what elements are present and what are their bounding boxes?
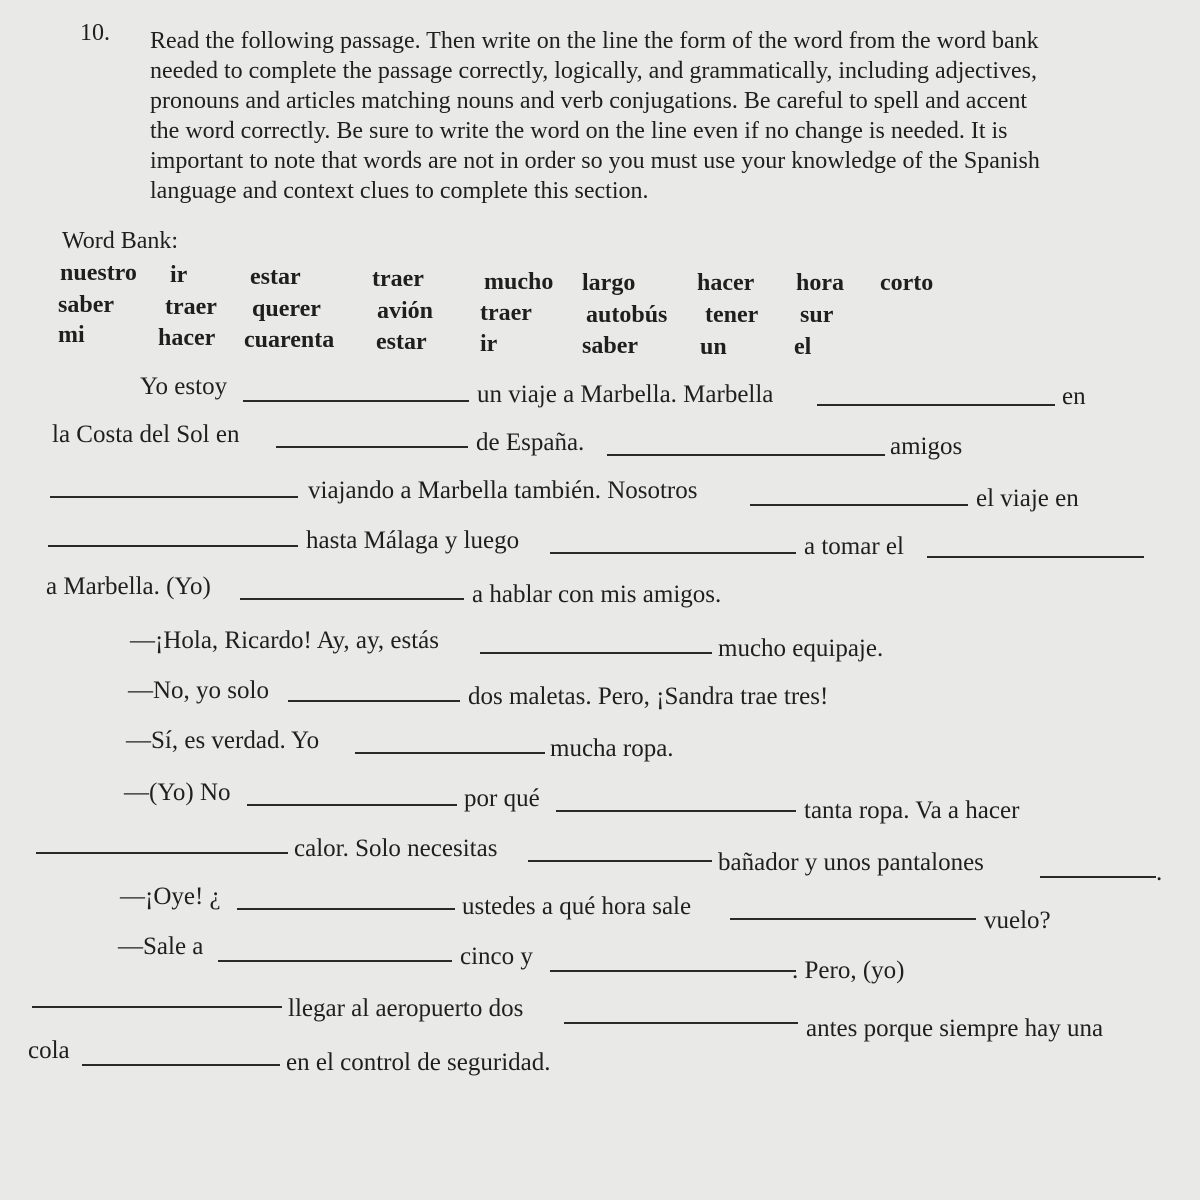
passage-text: vuelo? (984, 907, 1051, 934)
word-bank-word: mi (58, 322, 85, 348)
passage-text: en (1062, 383, 1086, 410)
answer-blank[interactable] (82, 1064, 280, 1066)
word-bank-word: hacer (158, 325, 216, 351)
word-bank-word: largo (582, 270, 636, 296)
passage-text: —¡Oye! ¿ (120, 883, 221, 910)
word-bank-word: ir (480, 331, 498, 357)
answer-blank[interactable] (550, 970, 796, 972)
answer-blank[interactable] (817, 404, 1055, 406)
word-bank-title: Word Bank: (62, 228, 179, 254)
word-bank-word: traer (372, 266, 424, 292)
word-bank-word: el (794, 334, 812, 360)
answer-blank[interactable] (564, 1022, 798, 1024)
word-bank-word: avión (377, 298, 434, 324)
passage-text: un viaje a Marbella. Marbella (477, 381, 774, 408)
word-bank-word: hora (796, 270, 844, 296)
word-bank-word: mucho (484, 269, 554, 295)
passage-text: a Marbella. (Yo) (46, 573, 211, 600)
passage-text: la Costa del Sol en (52, 421, 240, 448)
answer-blank[interactable] (1040, 876, 1156, 878)
answer-blank[interactable] (355, 752, 545, 754)
word-bank-word: tener (705, 302, 759, 328)
answer-blank[interactable] (730, 918, 976, 920)
word-bank-word: cuarenta (244, 327, 335, 353)
answer-blank[interactable] (528, 860, 712, 862)
answer-blank[interactable] (480, 652, 712, 654)
passage-text: mucho equipaje. (718, 635, 884, 662)
word-bank-word: saber (58, 292, 114, 318)
word-bank-word: autobús (586, 302, 668, 328)
answer-blank[interactable] (218, 960, 452, 962)
passage-text: mucha ropa. (550, 735, 674, 762)
answer-blank[interactable] (243, 400, 469, 402)
answer-blank[interactable] (247, 804, 457, 806)
passage-text: en el control de seguridad. (286, 1049, 551, 1076)
word-bank-word: estar (376, 329, 427, 355)
instruction-line: needed to complete the passage correctly, logically, and grammatically, including adjectives, (150, 58, 1037, 84)
answer-blank[interactable] (50, 496, 298, 498)
answer-blank[interactable] (276, 446, 468, 448)
passage-text: cinco y (460, 943, 533, 970)
instruction-line: pronouns and articles matching nouns and verb conjugations. Be careful to spell and accent (150, 88, 1028, 114)
answer-blank[interactable] (927, 556, 1144, 558)
passage-text: . (1156, 859, 1163, 886)
word-bank-word: un (700, 334, 727, 360)
word-bank-word: traer (165, 294, 217, 320)
passage-text: a tomar el (804, 533, 904, 560)
passage-text: Yo estoy (140, 373, 228, 400)
answer-blank[interactable] (556, 810, 796, 812)
answer-blank[interactable] (240, 598, 464, 600)
word-bank-word: hacer (697, 270, 755, 296)
instruction-line: Read the following passage. Then write on the line the form of the word from the word bank (150, 28, 1039, 54)
passage-text: calor. Solo necesitas (294, 835, 498, 862)
word-bank-word: saber (582, 333, 638, 359)
word-bank-word: traer (480, 300, 532, 326)
word-bank-word: nuestro (60, 260, 137, 286)
passage-text: —No, yo solo (128, 677, 269, 704)
answer-blank[interactable] (32, 1006, 282, 1008)
passage-text: —Sale a (118, 933, 204, 960)
passage-text: ustedes a qué hora sale (462, 893, 692, 920)
passage-text: amigos (890, 433, 963, 460)
answer-blank[interactable] (36, 852, 288, 854)
answer-blank[interactable] (607, 454, 885, 456)
passage-text: el viaje en (976, 485, 1079, 512)
passage-text: de España. (476, 429, 585, 456)
word-bank-word: sur (800, 302, 834, 328)
answer-blank[interactable] (550, 552, 796, 554)
exercise-number: 10. (80, 20, 110, 46)
answer-blank[interactable] (237, 908, 455, 910)
answer-blank[interactable] (288, 700, 460, 702)
passage-text: dos maletas. Pero, ¡Sandra trae tres! (468, 683, 829, 710)
instructions (150, 26, 1160, 206)
passage-text: cola (28, 1037, 70, 1064)
answer-blank[interactable] (48, 545, 298, 547)
passage-text: tanta ropa. Va a hacer (804, 797, 1020, 824)
passage-text: viajando a Marbella también. Nosotros (308, 477, 698, 504)
word-bank-word: estar (250, 264, 301, 290)
word-bank-word: querer (252, 296, 321, 322)
passage-text: hasta Málaga y luego (306, 527, 520, 554)
instruction-line: language and context clues to complete this section. (150, 178, 649, 204)
word-bank-word: ir (170, 262, 188, 288)
passage-text: —¡Hola, Ricardo! Ay, ay, estás (130, 627, 439, 654)
passage-text: antes porque siempre hay una (806, 1015, 1104, 1042)
passage-text: —Sí, es verdad. Yo (126, 727, 320, 754)
passage-text: llegar al aeropuerto dos (288, 995, 524, 1022)
instruction-line: important to note that words are not in order so you must use your knowledge of the Spanish (150, 148, 1040, 174)
passage-text: —(Yo) No (124, 779, 231, 806)
passage-text: por qué (464, 785, 540, 812)
instruction-line: the word correctly. Be sure to write the word on the line even if no change is needed. It is (150, 118, 1008, 144)
word-bank-word: corto (880, 270, 934, 296)
passage-text: . Pero, (yo) (792, 957, 905, 984)
passage-text: a hablar con mis amigos. (472, 581, 722, 608)
answer-blank[interactable] (750, 504, 968, 506)
passage-text: bañador y unos pantalones (718, 849, 984, 876)
